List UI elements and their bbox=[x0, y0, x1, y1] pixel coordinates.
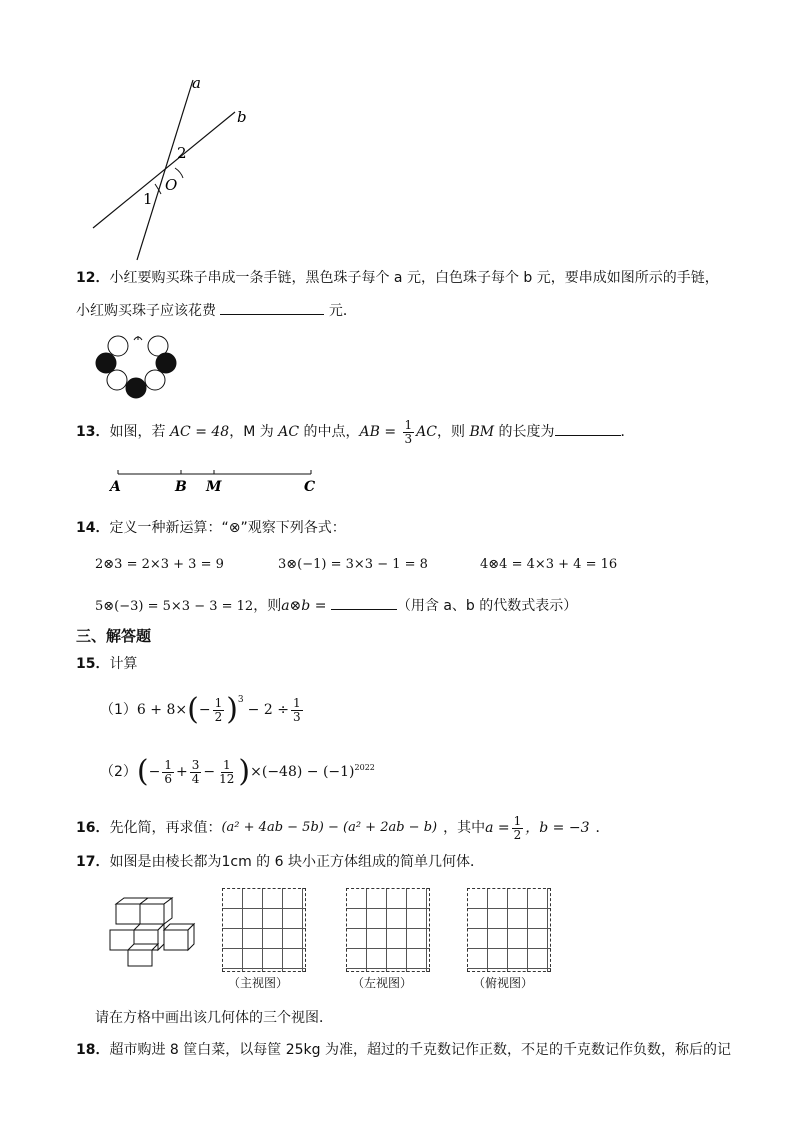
section-heading: 三、解答题 bbox=[76, 627, 152, 645]
bead-black bbox=[126, 378, 146, 398]
question-16: 16． 先化简，再求值： (a² + 4ab − 5b) − (a² + 2ab − b) ，其中 a = $\frac{1}{2}$ ，b = −3 ． bbox=[76, 813, 610, 842]
fraction-one-third: $\frac{1}{3}$ bbox=[404, 417, 413, 446]
answer-blank[interactable] bbox=[220, 300, 324, 315]
top-view-label: （俯视图） bbox=[473, 976, 534, 990]
example-equation-3: 4⊗4 = 4×3 + 4 = 16 bbox=[480, 557, 618, 572]
example-equation-1: 2⊗3 = 2×3 + 3 = 9 bbox=[95, 557, 224, 572]
bead-black bbox=[156, 353, 176, 373]
label-2: 2 bbox=[177, 144, 187, 162]
side-view-grid[interactable] bbox=[346, 888, 430, 972]
intersecting-lines-figure bbox=[85, 70, 255, 265]
front-view-grid[interactable] bbox=[222, 888, 306, 972]
label-1: 1 bbox=[143, 190, 153, 208]
label-a: a bbox=[192, 74, 201, 92]
question-12-line1: 12．小红要购买珠子串成一条手链，黑色珠子每个 a 元，白色珠子每个 b 元，要串成如图所示的手链， bbox=[76, 270, 719, 286]
point-label-b: B bbox=[175, 479, 187, 495]
question-17-instruction: 请在方格中画出该几何体的三个视图． bbox=[95, 1010, 333, 1026]
question-18: 18．超市购进 8 筐白菜，以每筐 25kg 为准，超过的千克数记作正数，不足的千克数记作负数，称后的记 bbox=[76, 1042, 731, 1058]
top-view-grid[interactable] bbox=[467, 888, 551, 972]
question-17: 17．如图是由棱长都为1cm 的 6 块小正方体组成的简单几何体． bbox=[76, 854, 484, 870]
bead-white bbox=[107, 370, 127, 390]
question-number: 12． bbox=[76, 270, 110, 286]
point-label-c: C bbox=[304, 479, 316, 495]
bead-white bbox=[145, 370, 165, 390]
answer-blank[interactable] bbox=[331, 595, 397, 610]
question-14-intro: 14．定义一种新运算：“⊗”观察下列各式： bbox=[76, 520, 346, 536]
question-13: 13．如图，若 AC = 48，M 为 AC 的中点，AB = $\frac{1}{3}$ AC，则 BM 的长度为 ． bbox=[76, 417, 635, 446]
question-15-part2: （2） ( − $\frac{1}{6}$ + $\frac{3}{4}$ − $\frac{1}{12}$ ) ×(−48) − (−1) $^{2022}$ bbox=[100, 754, 375, 789]
point-label-a: A bbox=[110, 479, 121, 495]
line-b bbox=[93, 112, 235, 228]
example-equation-4: 5⊗(−3) = 5×3 − 3 = 12 bbox=[95, 599, 254, 614]
bead-black bbox=[96, 353, 116, 373]
line-a bbox=[137, 80, 193, 260]
clasp-icon bbox=[134, 336, 142, 340]
cubes-figure bbox=[104, 896, 196, 968]
question-14-ask: 5⊗(−3) = 5×3 − 3 = 12，则a⊗b = （用含 a、b 的代数式表示） bbox=[95, 595, 577, 617]
front-view-label: （主视图） bbox=[228, 976, 289, 990]
bracelet-figure bbox=[94, 330, 184, 402]
side-view-label: （左视图） bbox=[352, 976, 413, 990]
point-label-m: M bbox=[206, 479, 222, 495]
label-b: b bbox=[237, 108, 247, 126]
bead-white bbox=[108, 336, 128, 356]
question-15-part1: （1） 6 + 8× ( − $\frac{1}{2}$ ) $^3$ − 2 ÷ $\frac{1}{3}$ bbox=[100, 692, 301, 727]
question-12-line2: 小红购买珠子应该花费 元． bbox=[76, 300, 357, 321]
label-O: O bbox=[165, 176, 178, 194]
answer-blank[interactable] bbox=[555, 421, 621, 436]
question-15-title: 15．计算 bbox=[76, 656, 138, 672]
example-equation-2: 3⊗(−1) = 3×3 − 1 = 8 bbox=[278, 557, 428, 572]
segment-figure bbox=[105, 462, 335, 496]
